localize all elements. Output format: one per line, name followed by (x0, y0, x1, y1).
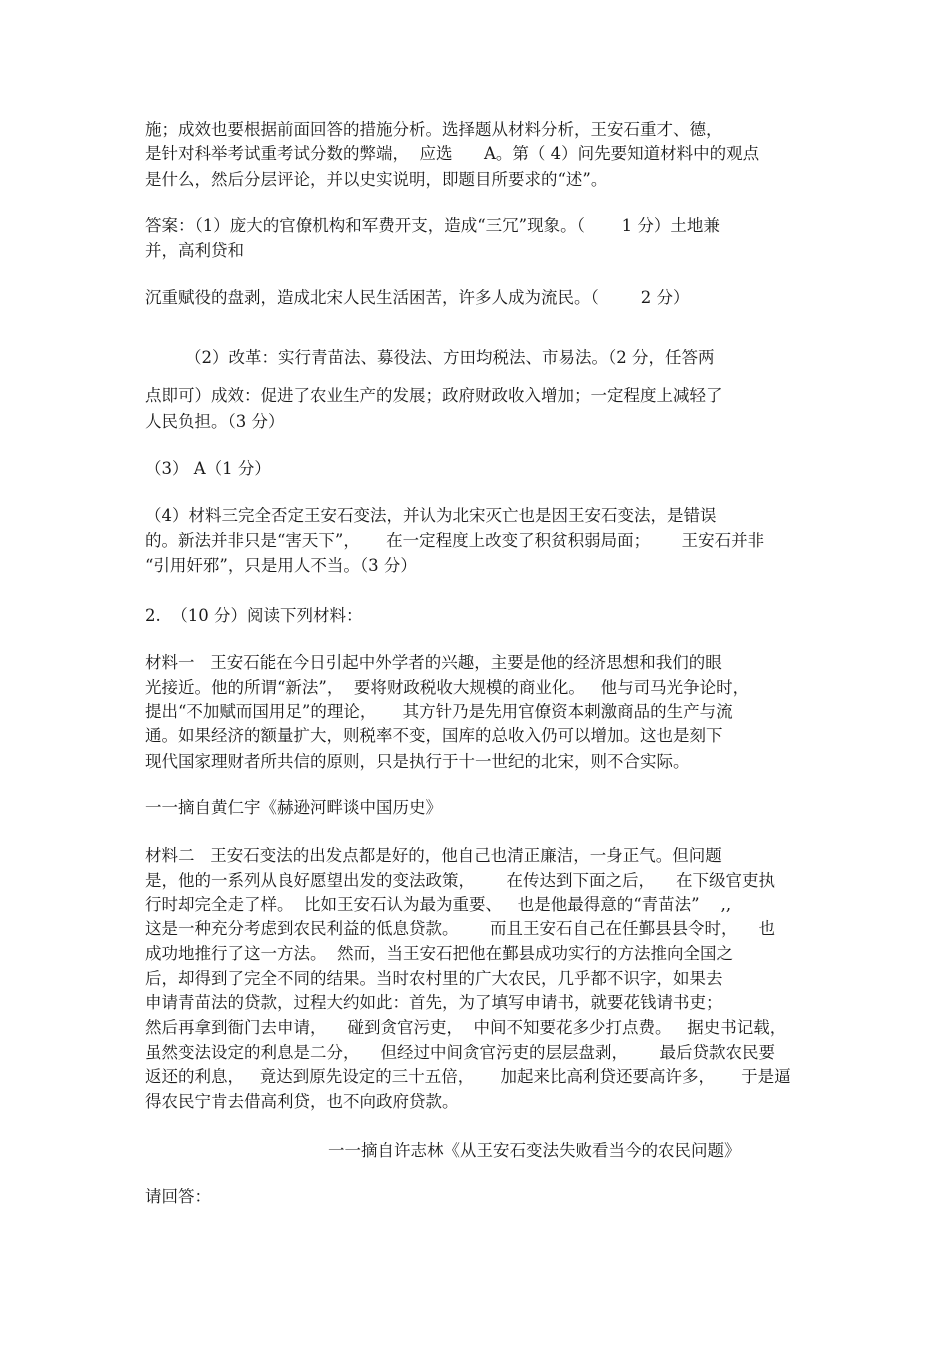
material-line: 光接近。他的所谓“新法”， 要将财政税收大规模的商业化。 他与司马光争论时， (145, 678, 750, 697)
source-citation: 一一摘自许志林《从王安石变法失败看当今的农民问题》 (328, 1141, 741, 1160)
material-line: 虽然变法设定的利息是二分， 但经过中间贪官污吏的层层盘剥， 最后贷款农民要 (145, 1043, 775, 1062)
material-line: 后，却得到了完全不同的结果。当时农村里的广大农民，几乎都不识字，如果去 (145, 969, 723, 988)
answer-line: 并，高利贷和 (145, 241, 244, 260)
material-line: 现代国家理财者所共信的原则，只是执行于十一世纪的北宋，则不合实际。 (145, 752, 690, 771)
answer-line: 答案：（1）庞大的官僚机构和军费开支，造成“三冗”现象。（ 1 分）土地兼 (145, 216, 720, 235)
source-citation: 一一摘自黄仁宇《赫逊河畔谈中国历史》 (145, 798, 442, 817)
material-line: 这是一种充分考虑到农民利益的低息贷款。 而且王安石自己在任鄞县县令时， 也 (145, 919, 775, 938)
material-line: 材料二 王安石变法的出发点都是好的，他自己也清正廉洁，一身正气。但问题 (145, 846, 722, 865)
analysis-line: 是什么，然后分层评论，并以史实说明，即题目所要求的“述”。 (145, 170, 608, 189)
analysis-line: 施；成效也要根据前面回答的措施分析。选择题从材料分析，王安石重才、德， (145, 120, 723, 139)
material-line: 成功地推行了这一方法。 然而，当王安石把他在鄞县成功实行的方法推向全国之 (145, 944, 733, 963)
answer-line: （2）改革：实行青苗法、募役法、方田均税法、市易法。（2 分，任答两 (185, 348, 715, 367)
question-heading: 2. （10 分）阅读下列材料： (145, 606, 363, 625)
material-line: 返还的利息， 竟达到原先设定的三十五倍， 加起来比高利贷还要高许多， 于是逼 (145, 1067, 791, 1086)
material-line: 得农民宁肯去借高利贷，也不向政府贷款。 (145, 1092, 459, 1111)
material-line: 材料一 王安石能在今日引起中外学者的兴趣，主要是他的经济思想和我们的眼 (145, 653, 722, 672)
material-line: 是，他的一系列从良好愿望出发的变法政策， 在传达到下面之后， 在下级官吏执 (145, 871, 775, 890)
material-line: 申请青苗法的贷款，过程大约如此：首先，为了填写申请书，就要花钱请书吏； (145, 993, 723, 1012)
answer-line: 的。新法并非只是“害天下”， 在一定程度上改变了积贫积弱局面； 王安石并非 (145, 531, 765, 550)
answer-line: 点即可）成效：促进了农业生产的发展；政府财政收入增加；一定程度上减轻了 (145, 386, 723, 405)
material-line: 然后再拿到衙门去申请， 碰到贪官污吏， 中间不知要花多少打点费。 据史书记载， (145, 1018, 787, 1037)
answer-line: 人民负担。（3 分） (145, 412, 285, 431)
material-line: 行时却完全走了样。 比如王安石认为最为重要、 也是他最得意的“青苗法” ,, (145, 895, 732, 914)
answer-line: 沉重赋役的盘剥，造成北宋人民生活困苦，许多人成为流民。（ 2 分） (145, 288, 690, 307)
material-line: 提出“不加赋而国用足”的理论， 其方针乃是先用官僚资本刺激商品的生产与流 (145, 702, 733, 721)
answer-line: “引用奸邪”，只是用人不当。（3 分） (145, 556, 417, 575)
analysis-line: 是针对科举考试重考试分数的弊端， 应选 A。第（ 4）问先要知道材料中的观点 (145, 144, 760, 163)
answer-line: （3） A（1 分） (145, 459, 271, 478)
prompt-text: 请回答： (145, 1187, 211, 1206)
material-line: 通。如果经济的额量扩大，则税率不变，国库的总收入仍可以增加。这也是刻下 (145, 726, 723, 745)
answer-line: （4）材料三完全否定王安石变法，并认为北宋灭亡也是因王安石变法，是错误 (145, 506, 717, 525)
